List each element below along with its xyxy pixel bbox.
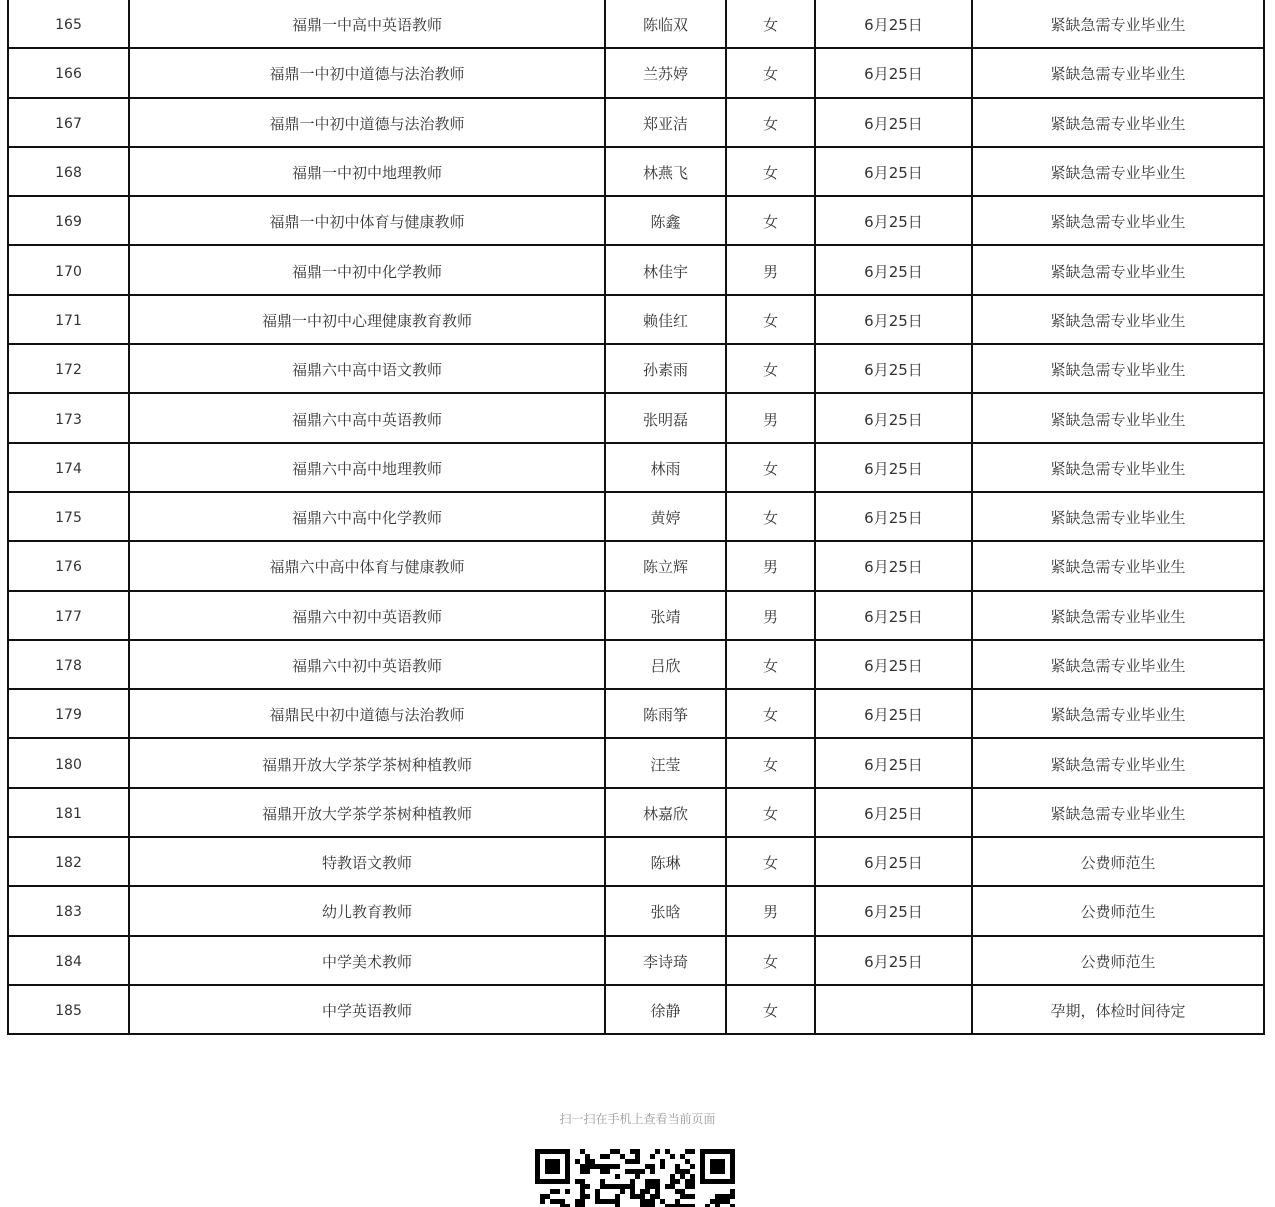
cell-position: 福鼎一中初中心理健康教育教师 [129, 295, 605, 344]
qr-code-icon [535, 1147, 735, 1207]
cell-exam-date: 6月25日 [815, 344, 972, 393]
cell-position: 特教语文教师 [129, 837, 605, 886]
cell-position: 福鼎六中初中英语教师 [129, 591, 605, 640]
cell-name: 陈临双 [605, 0, 726, 48]
cell-number: 181 [8, 788, 129, 837]
cell-gender: 男 [726, 591, 815, 640]
table-row [8, 98, 1264, 147]
cell-name: 李诗琦 [605, 936, 726, 985]
cell-exam-date: 6月25日 [815, 591, 972, 640]
cell-number: 185 [8, 985, 129, 1034]
cell-position: 福鼎一中初中道德与法治教师 [129, 98, 605, 147]
table-row [8, 689, 1264, 738]
cell-remark: 紧缺急需专业毕业生 [972, 48, 1264, 97]
cell-exam-date: 6月25日 [815, 245, 972, 294]
cell-exam-date: 6月25日 [815, 0, 972, 48]
table-row [8, 393, 1264, 442]
cell-gender: 女 [726, 492, 815, 541]
cell-remark: 紧缺急需专业毕业生 [972, 443, 1264, 492]
cell-remark: 紧缺急需专业毕业生 [972, 196, 1264, 245]
cell-remark: 紧缺急需专业毕业生 [972, 245, 1264, 294]
table-row [8, 196, 1264, 245]
table-row [8, 147, 1264, 196]
cell-remark: 紧缺急需专业毕业生 [972, 0, 1264, 48]
cell-gender: 女 [726, 344, 815, 393]
cell-gender: 男 [726, 393, 815, 442]
cell-position: 福鼎开放大学茶学茶树种植教师 [129, 738, 605, 787]
cell-remark: 紧缺急需专业毕业生 [972, 393, 1264, 442]
table-row [8, 640, 1264, 689]
cell-exam-date: 6月25日 [815, 492, 972, 541]
cell-name: 陈雨筝 [605, 689, 726, 738]
table-row [8, 936, 1264, 985]
cell-exam-date: 6月25日 [815, 541, 972, 590]
cell-remark: 公费师范生 [972, 837, 1264, 886]
cell-exam-date: 6月25日 [815, 886, 972, 935]
cell-remark: 紧缺急需专业毕业生 [972, 788, 1264, 837]
cell-gender: 女 [726, 295, 815, 344]
cell-gender: 男 [726, 541, 815, 590]
cell-exam-date: 6月25日 [815, 147, 972, 196]
cell-number: 179 [8, 689, 129, 738]
cell-gender: 男 [726, 886, 815, 935]
cell-name: 孙素雨 [605, 344, 726, 393]
roster-table [7, 0, 1265, 1035]
cell-gender: 女 [726, 196, 815, 245]
cell-number: 174 [8, 443, 129, 492]
cell-remark: 紧缺急需专业毕业生 [972, 738, 1264, 787]
cell-exam-date: 6月25日 [815, 837, 972, 886]
cell-name: 张晗 [605, 886, 726, 935]
cell-name: 陈立辉 [605, 541, 726, 590]
cell-number: 169 [8, 196, 129, 245]
cell-number: 183 [8, 886, 129, 935]
cell-gender: 女 [726, 640, 815, 689]
cell-number: 182 [8, 837, 129, 886]
cell-name: 张明磊 [605, 393, 726, 442]
cell-exam-date: 6月25日 [815, 689, 972, 738]
cell-exam-date: 6月25日 [815, 98, 972, 147]
cell-exam-date: 6月25日 [815, 196, 972, 245]
cell-position: 福鼎一中高中英语教师 [129, 0, 605, 48]
cell-number: 166 [8, 48, 129, 97]
cell-gender: 女 [726, 147, 815, 196]
table-row [8, 788, 1264, 837]
cell-number: 180 [8, 738, 129, 787]
table-row [8, 344, 1264, 393]
cell-position: 中学美术教师 [129, 936, 605, 985]
cell-gender: 女 [726, 0, 815, 48]
cell-name: 徐静 [605, 985, 726, 1034]
table-row [8, 886, 1264, 935]
cell-remark: 紧缺急需专业毕业生 [972, 541, 1264, 590]
cell-position: 福鼎一中初中地理教师 [129, 147, 605, 196]
cell-remark: 紧缺急需专业毕业生 [972, 295, 1264, 344]
cell-position: 福鼎六中高中语文教师 [129, 344, 605, 393]
cell-number: 178 [8, 640, 129, 689]
cell-remark: 紧缺急需专业毕业生 [972, 591, 1264, 640]
cell-position: 福鼎一中初中道德与法治教师 [129, 48, 605, 97]
cell-number: 184 [8, 936, 129, 985]
cell-exam-date: 6月25日 [815, 788, 972, 837]
table-row [8, 0, 1264, 48]
cell-number: 170 [8, 245, 129, 294]
table-row [8, 443, 1264, 492]
table-row [8, 541, 1264, 590]
cell-name: 张靖 [605, 591, 726, 640]
table-row [8, 738, 1264, 787]
cell-remark: 紧缺急需专业毕业生 [972, 640, 1264, 689]
cell-remark: 公费师范生 [972, 936, 1264, 985]
cell-exam-date: 6月25日 [815, 295, 972, 344]
cell-exam-date: 6月25日 [815, 738, 972, 787]
cell-gender: 女 [726, 985, 815, 1034]
roster-table-body [8, 0, 1264, 1034]
cell-number: 173 [8, 393, 129, 442]
cell-position: 幼儿教育教师 [129, 886, 605, 935]
table-row [8, 591, 1264, 640]
table-row [8, 837, 1264, 886]
cell-position: 福鼎六中高中化学教师 [129, 492, 605, 541]
cell-gender: 女 [726, 98, 815, 147]
cell-position: 中学英语教师 [129, 985, 605, 1034]
cell-gender: 女 [726, 738, 815, 787]
cell-remark: 孕期，体检时间待定 [972, 985, 1264, 1034]
scan-caption: 扫一扫在手机上查看当前页面 [559, 1112, 716, 1126]
cell-position: 福鼎一中初中化学教师 [129, 245, 605, 294]
cell-remark: 紧缺急需专业毕业生 [972, 689, 1264, 738]
cell-gender: 女 [726, 936, 815, 985]
cell-name: 汪莹 [605, 738, 726, 787]
cell-position: 福鼎六中高中体育与健康教师 [129, 541, 605, 590]
cell-remark: 紧缺急需专业毕业生 [972, 344, 1264, 393]
cell-name: 郑亚洁 [605, 98, 726, 147]
cell-name: 兰苏婷 [605, 48, 726, 97]
cell-exam-date: 6月25日 [815, 393, 972, 442]
cell-remark: 紧缺急需专业毕业生 [972, 492, 1264, 541]
cell-remark: 公费师范生 [972, 886, 1264, 935]
table-row [8, 985, 1264, 1034]
cell-name: 陈鑫 [605, 196, 726, 245]
cell-gender: 女 [726, 689, 815, 738]
cell-number: 165 [8, 0, 129, 48]
cell-number: 167 [8, 98, 129, 147]
cell-number: 175 [8, 492, 129, 541]
cell-number: 172 [8, 344, 129, 393]
cell-remark: 紧缺急需专业毕业生 [972, 147, 1264, 196]
cell-position: 福鼎民中初中道德与法治教师 [129, 689, 605, 738]
cell-name: 陈琳 [605, 837, 726, 886]
cell-gender: 女 [726, 837, 815, 886]
cell-exam-date: 6月25日 [815, 640, 972, 689]
table-row [8, 48, 1264, 97]
cell-gender: 女 [726, 48, 815, 97]
cell-number: 171 [8, 295, 129, 344]
cell-position: 福鼎六中初中英语教师 [129, 640, 605, 689]
cell-gender: 女 [726, 443, 815, 492]
cell-number: 177 [8, 591, 129, 640]
cell-name: 林雨 [605, 443, 726, 492]
cell-position: 福鼎六中高中地理教师 [129, 443, 605, 492]
cell-name: 吕欣 [605, 640, 726, 689]
cell-name: 林佳宇 [605, 245, 726, 294]
cell-exam-date: 6月25日 [815, 48, 972, 97]
cell-position: 福鼎一中初中体育与健康教师 [129, 196, 605, 245]
cell-number: 176 [8, 541, 129, 590]
cell-name: 林嘉欣 [605, 788, 726, 837]
cell-gender: 女 [726, 788, 815, 837]
cell-exam-date: 6月25日 [815, 936, 972, 985]
table-row [8, 492, 1264, 541]
cell-number: 168 [8, 147, 129, 196]
cell-name: 黄婷 [605, 492, 726, 541]
cell-name: 赖佳红 [605, 295, 726, 344]
cell-position: 福鼎六中高中英语教师 [129, 393, 605, 442]
cell-exam-date: 6月25日 [815, 443, 972, 492]
cell-remark: 紧缺急需专业毕业生 [972, 98, 1264, 147]
cell-name: 林燕飞 [605, 147, 726, 196]
cell-exam-date [815, 985, 972, 1034]
cell-position: 福鼎开放大学茶学茶树种植教师 [129, 788, 605, 837]
table-row [8, 245, 1264, 294]
cell-gender: 男 [726, 245, 815, 294]
table-row [8, 295, 1264, 344]
